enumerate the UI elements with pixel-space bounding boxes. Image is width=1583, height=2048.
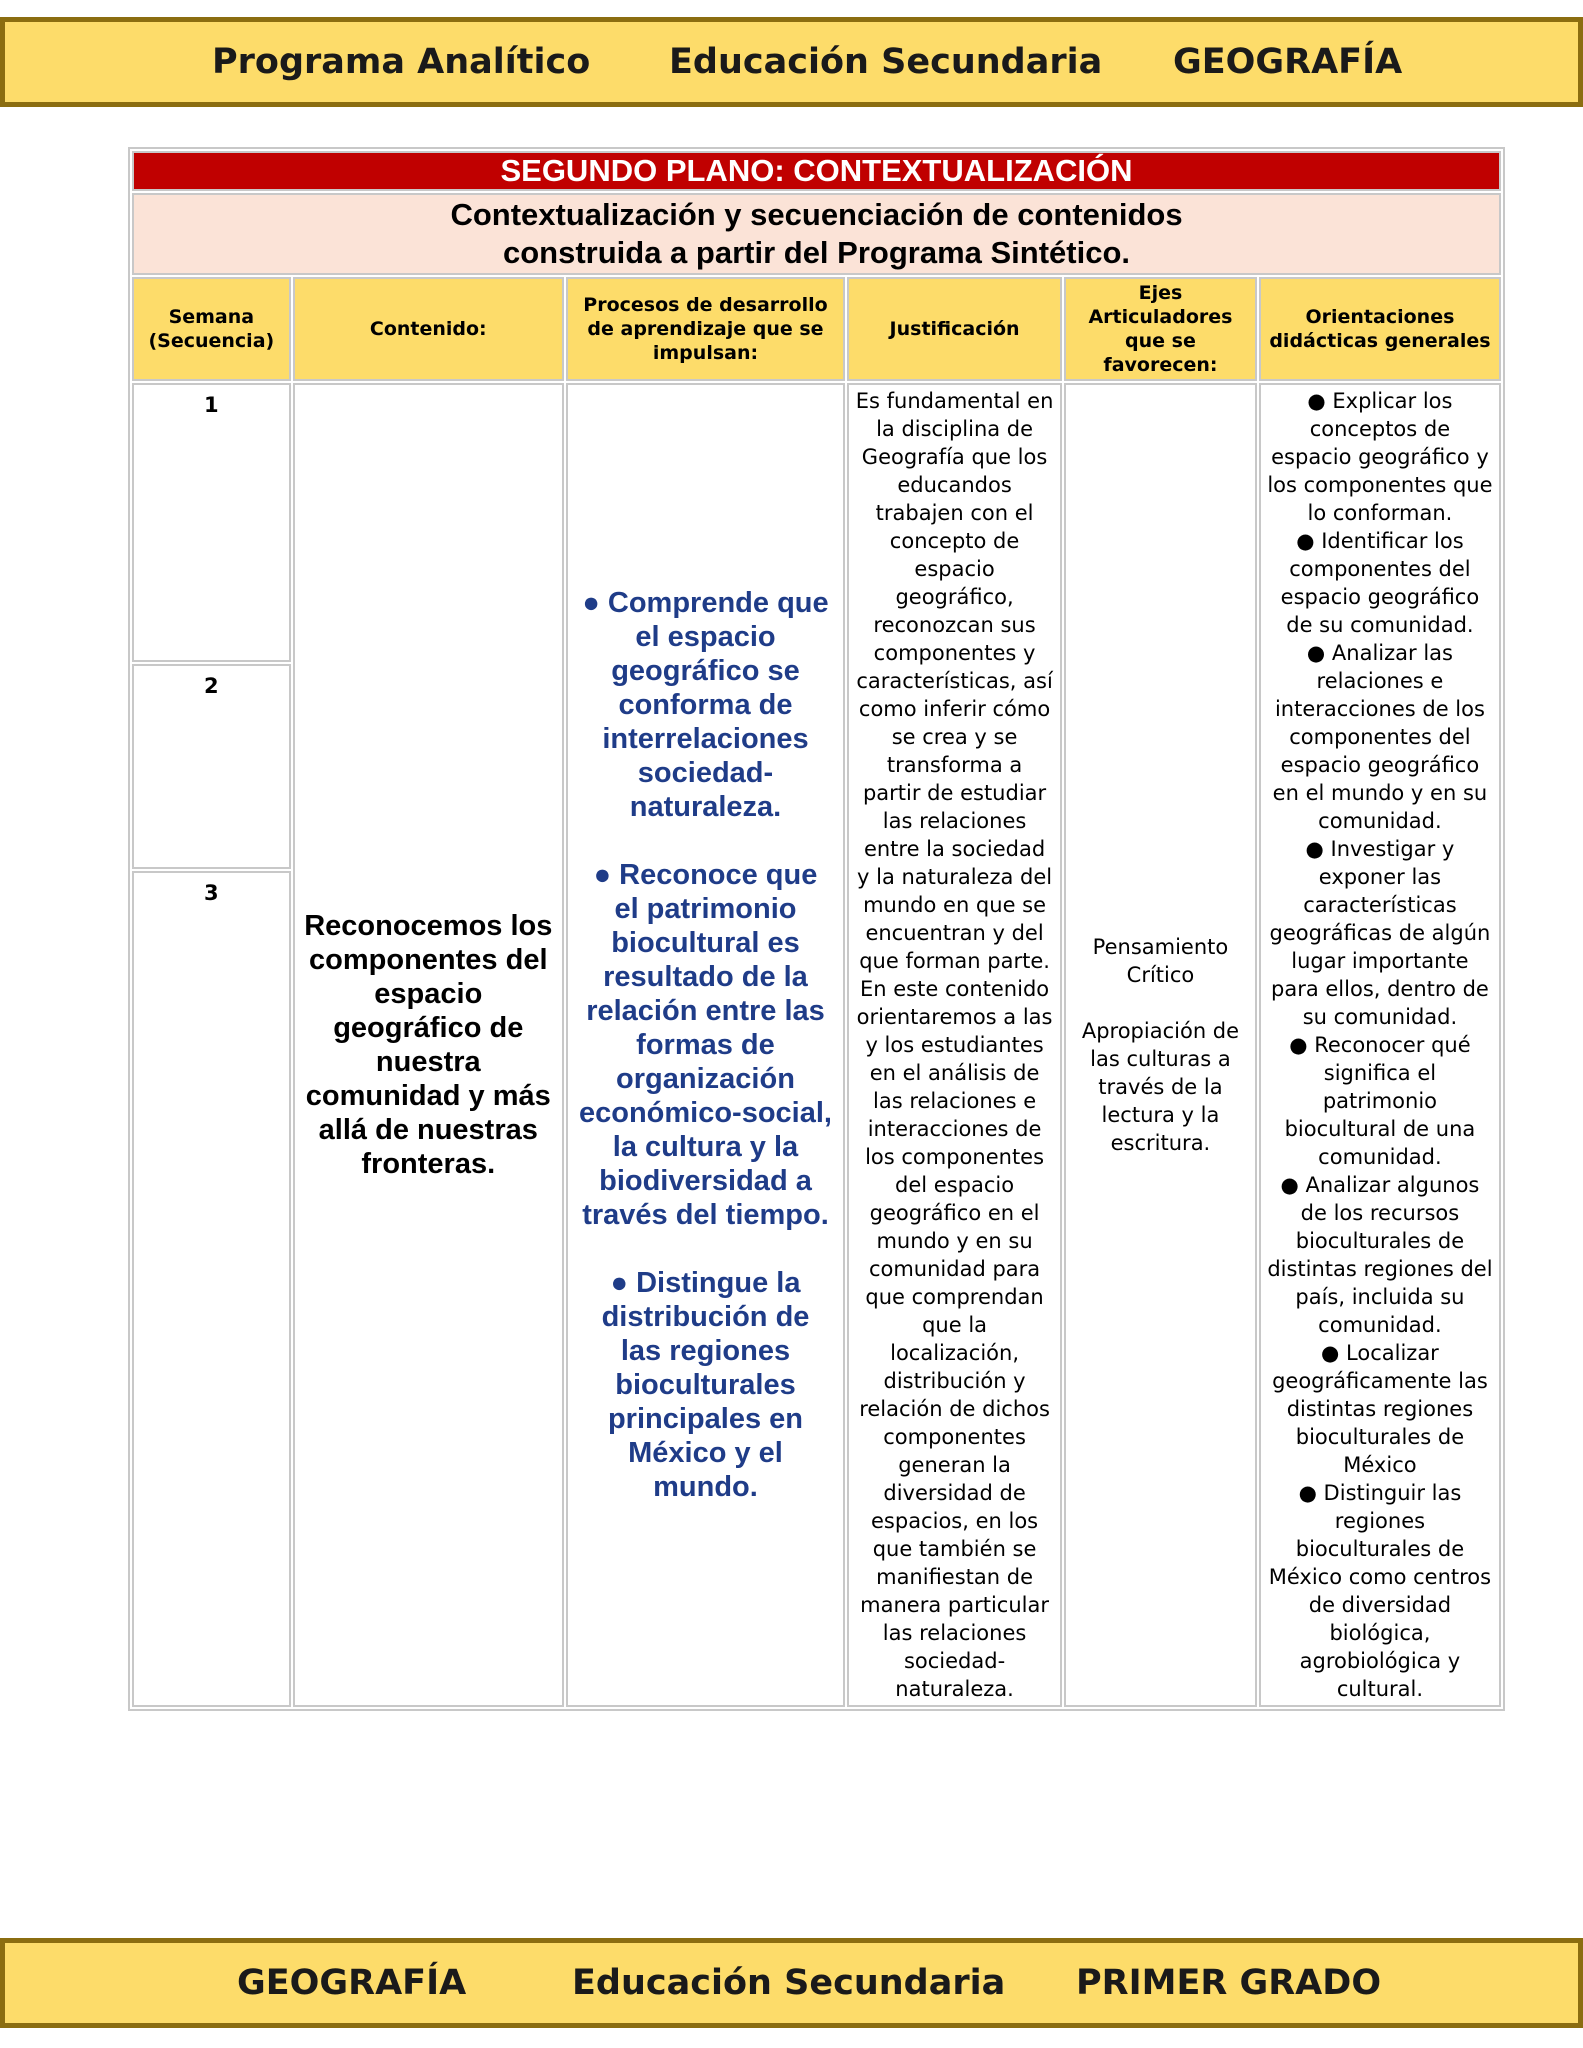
column-header-procesos: Procesos de desarrollo de aprendizaje que se impulsan: <box>566 277 845 381</box>
column-header-orientaciones: Orientaciones didácticas generales <box>1259 277 1501 381</box>
orientacion-item: ● Reconocer qué significa el patrimonio biocultural de una comunidad. <box>1284 1033 1476 1169</box>
footer-level-label: Educación Secundaria <box>572 1963 1006 2003</box>
justificacion-cell: Es fundamental en la disciplina de Geografía que los educandos trabajen con el concepto de espacio geográfico, reconozcan sus componentes y características, así como inferir cómo se crea y se transforma a partir de estudiar las relaciones entre la sociedad y la naturaleza del mundo en que se encuentran y del que forman parte. En este contenido orientaremos a las y los estudiantes en el análisis de las relaciones e interacciones de los componentes del espacio geográfico en el mundo y en su comunidad para que comprendan que la localización, distribución y relación de dichos componentes generan la diversidad de espacios, en los que también se manifiestan de manera particular las relaciones sociedad-naturaleza. <box>847 383 1062 1707</box>
orientacion-item: ● Localizar geográficamente las distintas regiones bioculturales de México <box>1272 1341 1488 1477</box>
header-program-label: Programa Analítico <box>212 42 591 82</box>
footer-band <box>0 1938 1583 2028</box>
eje-item: Apropiación de las culturas a través de la lectura y la escritura. <box>1081 1019 1240 1155</box>
week-cell-1: 1 <box>132 383 291 662</box>
proceso-item: ● Reconoce que el patrimonio biocultural es resultado de la relación entre las formas de organización económico-social, la cultura y la biodiversidad a través del tiempo. <box>578 859 832 1231</box>
footer-grade-label: PRIMER GRADO <box>1076 1963 1382 2003</box>
column-header-ejes: Ejes Articuladores que se favorecen: <box>1064 277 1257 381</box>
column-header-semana: Semana (Secuencia) <box>132 277 291 381</box>
table-subtitle-line-1: Contextualización y secuenciación de contenidos <box>450 197 1183 232</box>
orientacion-item: ● Analizar algunos de los recursos bioculturales de distintas regiones del país, incluida su comunidad. <box>1267 1173 1493 1337</box>
orientaciones-cell <box>1259 383 1501 1707</box>
column-header-justificacion: Justificación <box>847 277 1062 381</box>
plan-table <box>128 147 1505 1711</box>
table-subtitle <box>132 193 1501 275</box>
column-header-contenido: Contenido: <box>293 277 564 381</box>
header-band <box>0 17 1583 107</box>
eje-item: Pensamiento Crítico <box>1092 935 1229 987</box>
orientacion-item: ● Distinguir las regiones bioculturales de México como centros de diversidad biológica, agrobiológica y cultural. <box>1268 1481 1492 1701</box>
ejes-cell <box>1064 383 1257 1707</box>
table-subtitle-line-2: construida a partir del Programa Sintético. <box>502 235 1131 270</box>
proceso-item: ● Distingue la distribución de las regiones bioculturales principales en México y el mundo. <box>601 1267 810 1503</box>
footer-subject-label: GEOGRAFÍA <box>237 1963 467 2003</box>
orientacion-item: ● Explicar los conceptos de espacio geográfico y los componentes que lo conforman. <box>1267 389 1493 525</box>
contenido-cell: Reconocemos los componentes del espacio geográfico de nuestra comunidad y más allá de nuestras fronteras. <box>293 383 564 1707</box>
header-level-label: Educación Secundaria <box>669 42 1103 82</box>
orientacion-item: ● Investigar y exponer las características geográficas de algún lugar importante para ellos, dentro de su comunidad. <box>1269 837 1491 1029</box>
orientacion-item: ● Identificar los componentes del espacio geográfico de su comunidad. <box>1280 529 1480 637</box>
table-title: SEGUNDO PLANO: CONTEXTUALIZACIÓN <box>132 151 1501 191</box>
proceso-item: ● Comprende que el espacio geográfico se conforma de interrelaciones sociedad-naturaleza. <box>582 587 829 823</box>
orientacion-item: ● Analizar las relaciones e interacciones de los componentes del espacio geográfico en el mundo y en su comunidad. <box>1272 641 1488 833</box>
header-subject-label: GEOGRAFÍA <box>1173 42 1403 82</box>
procesos-cell <box>566 383 845 1707</box>
week-cell-3: 3 <box>132 871 291 1707</box>
week-cell-2: 2 <box>132 664 291 869</box>
